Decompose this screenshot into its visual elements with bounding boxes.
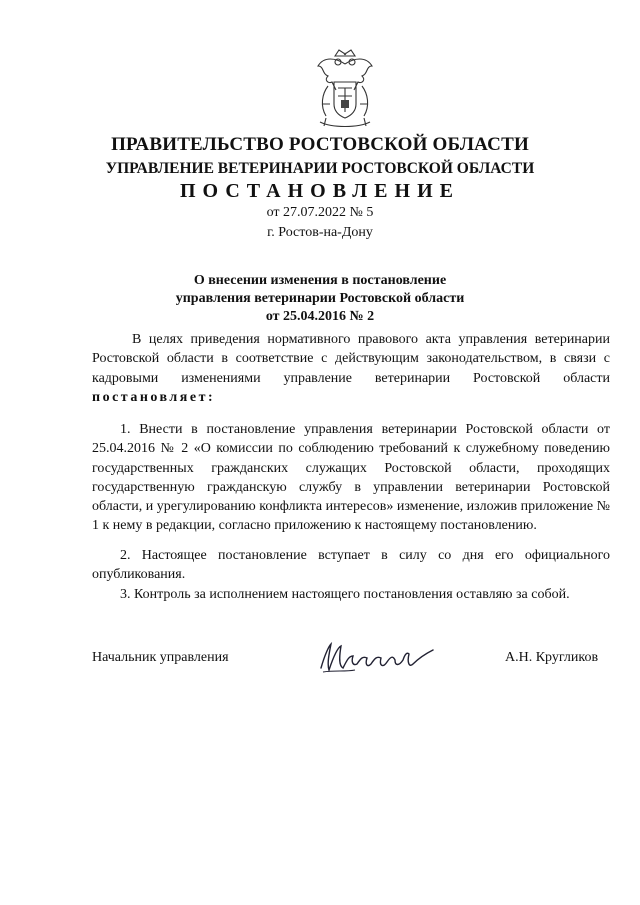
- document-date-number: от 27.07.2022 № 5: [266, 205, 374, 220]
- document-type: ПОСТАНОВЛЕНИЕ: [180, 180, 460, 202]
- item-1-paragraph: 1. Внести в постановление управления ветеринарии Ростовской области от 25.04.2016 № 2 «О комиссии по соблюдению требований к служебному поведению государственных гражданских служащих Ростовской области, проходящих государственную гражданскую службу в управлении ветеринарии Ростовской области, и урегулированию конфликта интересов» изменение, изложив приложение № 1 к нему в редакции, согласно приложению к настоящему постановлению.: [92, 422, 610, 534]
- preamble-text: В целях приведения нормативного правового акта управления ветеринарии Ростовской области в соответствие с действующим законодательством, в связи с кадровыми изменениями управление ветеринарии Ростовской области: [92, 332, 610, 386]
- item-3-paragraph: 3. Контроль за исполнением настоящего постановления оставляю за собой.: [120, 587, 570, 602]
- signatory-name: А.Н. Кругликов: [505, 650, 599, 665]
- subject-line-2: управления ветеринарии Ростовской области: [175, 291, 465, 306]
- document-city: г. Ростов-на-Дону: [267, 225, 373, 240]
- coat-of-arms-icon: [302, 46, 388, 132]
- item-2-paragraph: 2. Настоящее постановление вступает в силу со дня его официального опубликования.: [92, 548, 610, 583]
- decree-word: постановляет:: [92, 389, 216, 405]
- handwritten-signature: [315, 632, 445, 680]
- preamble-paragraph: [92, 330, 610, 407]
- signatory-position: Начальник управления: [92, 650, 229, 665]
- subject-line-1: О внесении изменения в постановление: [193, 273, 447, 288]
- document-subject: [0, 272, 640, 326]
- subject-line-3: от 25.04.2016 № 2: [265, 309, 375, 324]
- department-title: УПРАВЛЕНИЕ ВЕТЕРИНАРИИ РОСТОВСКОЙ ОБЛАСТИ: [105, 160, 535, 177]
- government-title: ПРАВИТЕЛЬСТВО РОСТОВСКОЙ ОБЛАСТИ: [111, 134, 529, 155]
